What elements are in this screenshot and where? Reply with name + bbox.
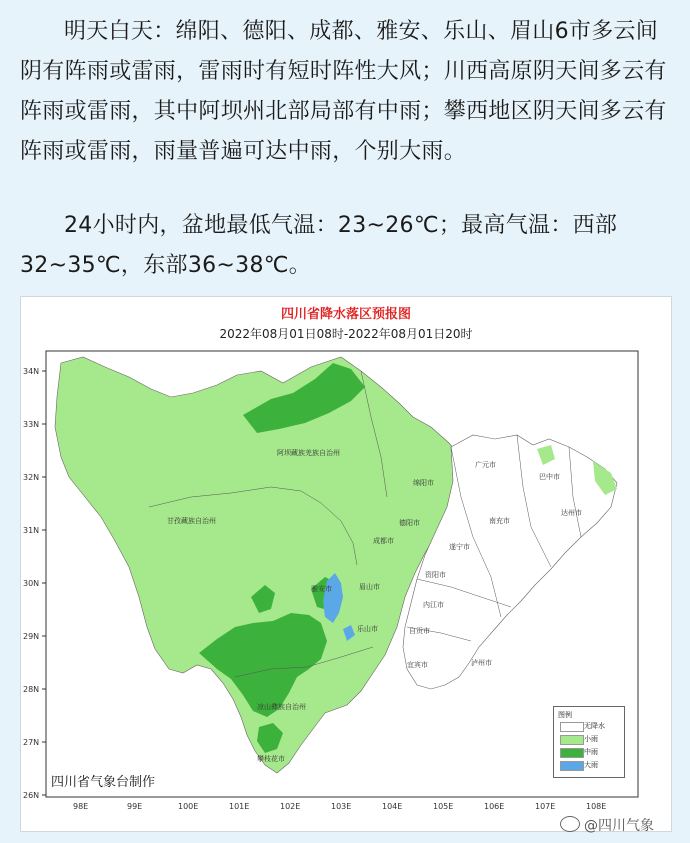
city-label: 广元市 [475, 461, 496, 469]
lat-label: 32N [23, 473, 40, 482]
lon-label: 104E [382, 802, 403, 811]
lon-label: 105E [433, 802, 454, 811]
lon-label: 100E [178, 802, 199, 811]
lat-label: 26N [23, 791, 40, 800]
weibo-icon [560, 816, 580, 832]
lon-label: 103E [331, 802, 352, 811]
lat-label: 31N [23, 526, 40, 535]
lat-label: 34N [23, 367, 40, 376]
city-label: 雅安市 [311, 585, 332, 593]
city-label: 眉山市 [359, 583, 380, 591]
city-label: 乐山市 [357, 625, 378, 633]
lon-label: 102E [280, 802, 301, 811]
forecast-paragraph-daytime: 明天白天：绵阳、德阳、成都、雅安、乐山、眉山6市多云间阴有阵雨或雷雨，雷雨时有短时阵性大风；川西高原阴天间多云有阵雨或雷雨，其中阿坝州北部局部有中雨；攀西地区阴天间多云有阵雨或雷雨，雨量普遍可达中雨，个别大雨。 [20, 19, 667, 164]
lon-label: 101E [229, 802, 250, 811]
lon-label: 99E [127, 802, 143, 811]
city-label: 巴中市 [539, 473, 560, 481]
map-subtitle: 2022年08月01日08时-2022年08月01日20时 [219, 327, 473, 341]
lat-label: 33N [23, 420, 40, 429]
legend-item-moderate [560, 747, 622, 757]
legend-label: 小雨 [584, 735, 598, 743]
city-label: 成都市 [373, 537, 394, 545]
legend-swatch [560, 722, 584, 732]
precipitation-map [20, 296, 672, 832]
lon-label: 107E [535, 802, 556, 811]
city-label: 资阳市 [425, 571, 446, 579]
legend-swatch [560, 748, 584, 758]
legend-label: 中雨 [584, 748, 598, 756]
lat-label: 30N [23, 579, 40, 588]
lat-label: 28N [23, 685, 40, 694]
legend-item-light [560, 734, 622, 744]
legend-item-none [560, 721, 622, 731]
city-label: 泸州市 [471, 659, 492, 667]
map-credit: 四川省气象台制作 [51, 775, 156, 790]
city-label: 甘孜藏族自治州 [167, 517, 216, 525]
forecast-paragraph-temperature: 24小时内，盆地最低气温：23~26℃；最高气温：西部32~35℃，东部36~38℃。 [20, 213, 618, 278]
lon-label: 108E [586, 802, 607, 811]
city-label: 阿坝藏族羌族自治州 [277, 449, 340, 457]
legend-label: 大雨 [584, 761, 598, 769]
legend-title: 图例 [558, 711, 572, 719]
city-label: 内江市 [423, 601, 444, 609]
legend-label: 无降水 [584, 722, 605, 730]
map-title: 四川省降水落区预报图 [280, 307, 411, 322]
legend-swatch [560, 735, 584, 745]
lat-axis [23, 367, 46, 800]
lon-axis [73, 802, 606, 811]
lon-label: 98E [73, 802, 89, 811]
lat-label: 29N [23, 632, 40, 641]
city-label: 自贡市 [409, 627, 430, 635]
city-label: 凉山彝族自治州 [257, 703, 306, 711]
city-label: 南充市 [489, 517, 510, 525]
legend-item-heavy [560, 760, 622, 770]
watermark-text: @四川气象 [584, 818, 654, 834]
city-label: 攀枝花市 [257, 755, 285, 763]
map-legend [553, 706, 625, 778]
lon-label: 106E [484, 802, 505, 811]
weibo-watermark [560, 815, 654, 835]
city-label: 达州市 [561, 509, 582, 517]
city-label: 遂宁市 [449, 543, 470, 551]
lat-label: 27N [23, 738, 40, 747]
city-label: 德阳市 [399, 519, 420, 527]
legend-swatch [560, 761, 584, 771]
city-label: 绵阳市 [413, 479, 434, 487]
city-label: 宜宾市 [407, 661, 428, 669]
